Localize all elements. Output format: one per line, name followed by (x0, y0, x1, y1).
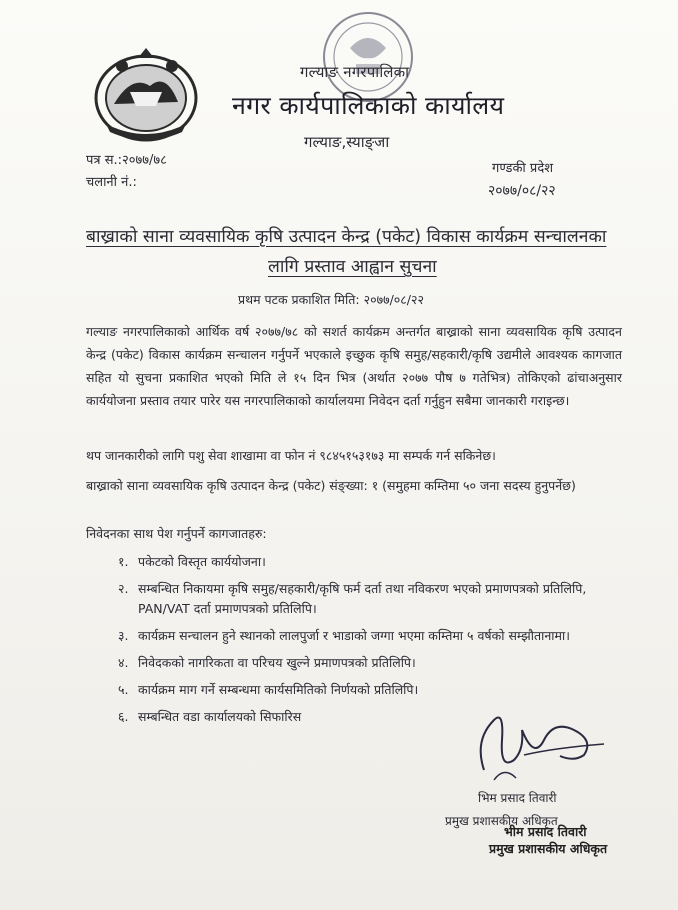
list-item-number: १. (118, 554, 129, 569)
list-item-text: निवेदकको नागरिकता वा परिचय खुल्ने प्रमाणपत्रको प्रतिलिपि। (138, 655, 416, 670)
nepal-emblem-icon (92, 44, 200, 144)
list-item-text: कार्यक्रम सन्चालन हुने स्थानको लालपुर्जा र भाडाको जग्गा भएमा कम्तिमा ५ वर्षको सम्झौतानामा। (138, 628, 570, 643)
list-item-number: ३. (118, 628, 129, 643)
list-item-number: २. (118, 581, 129, 596)
signatory-name: भिम प्रसाद तिवारी (478, 791, 557, 805)
list-item-number: ६. (118, 709, 129, 724)
list-item (118, 680, 618, 700)
municipality-name: गल्याङ नगरपालिका (300, 63, 410, 81)
signatory-title: प्रमुख प्रशासकीय अधिकृत (445, 814, 558, 828)
list-item (118, 579, 618, 619)
signature-icon (464, 700, 614, 792)
list-item-number: ४. (118, 655, 129, 670)
stamp-title: प्रमुख प्रशासकीय अधिकृत (489, 841, 608, 856)
notice-title-line1: बाख्राको साना व्यवसायिक कृषि उत्पादन केन्द्र (पकेट) विकास कार्यक्रम सन्चालनका (86, 227, 607, 247)
stamp-name: भीम प्रसाद तिवारी (504, 824, 587, 839)
list-item-text: कार्यक्रम माग गर्ने सम्बन्धमा कार्यसमितिको निर्णयको प्रतिलिपि। (138, 682, 419, 697)
list-item-text: पकेटको विस्तृत कार्ययोजना। (138, 554, 266, 569)
list-item (118, 552, 618, 572)
letter-number: पत्र स.:२०७७/७८ (86, 153, 167, 168)
letter-date: २०७७/०८/२२ (488, 183, 556, 199)
contact-paragraph: थप जानकारीको लागि पशु सेवा शाखामा वा फोन नं ९८४५१५३१७३ मा सम्पर्क गर्न सकिनेछ। (86, 448, 496, 463)
documents-heading: निवेदनका साथ पेश गर्नुपर्ने कागजातहरु: (86, 526, 267, 541)
office-place: गल्याङ,स्याङ्जा (304, 133, 390, 151)
notice-title-line2: लागि प्रस्ताव आह्वान सुचना (268, 257, 437, 277)
office-title: नगर कार्यपालिकाको कार्यालय (232, 91, 505, 120)
published-date: प्रथम पटक प्रकाशित मिति: २०७७/०८/२२ (238, 292, 424, 307)
list-item-number: ५. (118, 682, 129, 697)
dispatch-number: चलानी नं.: (86, 175, 137, 190)
list-item-text: सम्बन्धित निकायमा कृषि समुह/सहकारी/कृषि फर्म दर्ता तथा नविकरण भएको प्रमाणपत्रको प्रतिलिपि, PAN/VAT दर्ता प्रमाणपत्रको प्रतिलिपि। (138, 581, 587, 616)
list-item (118, 626, 618, 646)
notice-body-paragraph: गल्याङ नगरपालिकाको आर्थिक वर्ष २०७७/७८ को सशर्त कार्यक्रम अन्तर्गत बाख्राको साना व्यवसायिक कृषि उत्पादन केन्द्र (पकेट) विकास कार्यक्रम सन्चालन गर्नुपर्ने भएकाले इच्छुक कृषि समुह/सहकारी/कृषि उद्यमीले आवश्यक कागजात सहित यो सुचना प्रकाशित भएको मिति ले १५ दिन भित्र (अर्थात २०७७ पौष ७ गतेभित्र) तोकिएको ढांचाअनुसार कार्ययोजना प्रस्ताव तयार पारेर यस नगरपालिकाको कार्यालयमा निवेदन दर्ता गर्नुहुन सबैमा जानकारी गराइन्छ। (86, 324, 622, 408)
list-item-text: सम्बन्धित वडा कार्यालयको सिफारिस (138, 709, 302, 724)
province-name: गण्डकी प्रदेश (492, 161, 554, 176)
list-item (118, 653, 618, 673)
pocket-count-paragraph: बाख्राको साना व्यवसायिक कृषि उत्पादन केन्द्र (पकेट) संङ्ख्या: १ (समुहमा कम्तिमा ५० जना सदस्य हुनुपर्नेछ) (86, 478, 576, 493)
